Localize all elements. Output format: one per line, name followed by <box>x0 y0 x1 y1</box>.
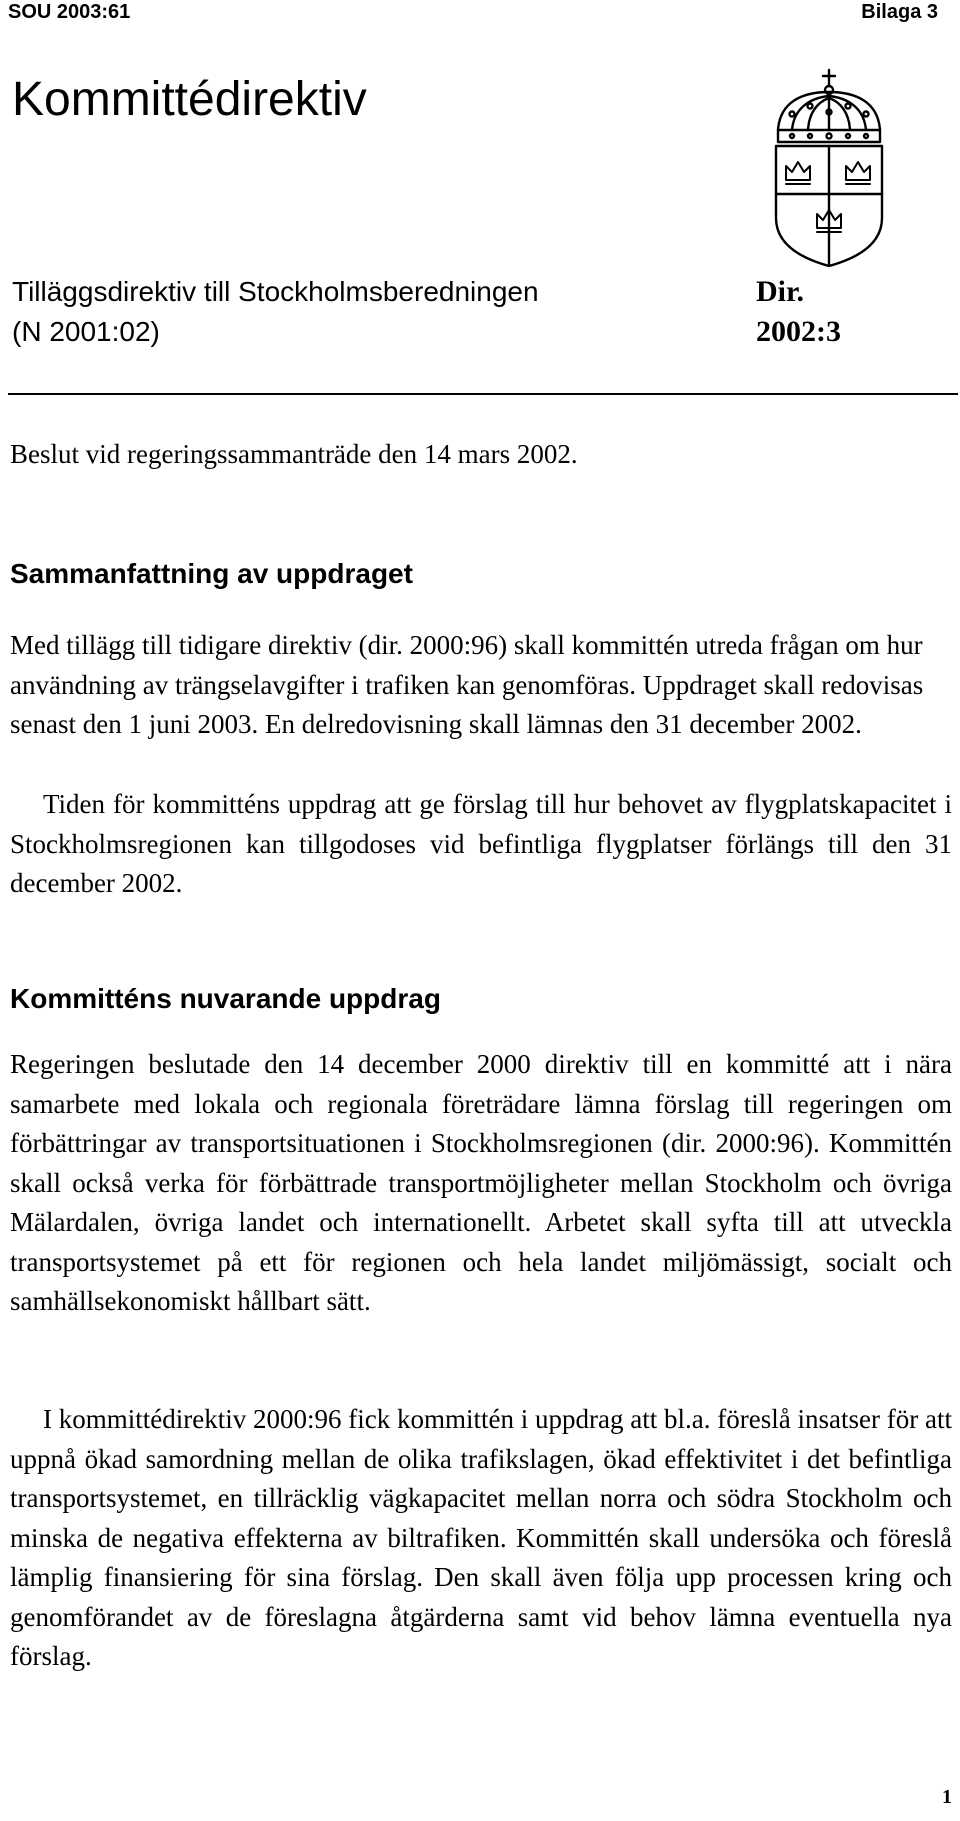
paragraph: I kommittédirektiv 2000:96 fick kommittén i uppdrag att bl.a. föreslå insatser för att uppnå ökad samordning mellan de olika trafikslagen, ökad effektivitet i det befintliga transportsystemet, en tillräcklig vägkapacitet mellan norra och södra Stockholm och minska de negativa effekterna av biltrafiken. Kommittén skall undersöka och föreslå lämplig finansiering för sina förslag. Den skall även följa upp processen kring och genomförandet av de föreslagna åtgärderna samt vid behov lämna eventuella nya förslag. <box>10 1404 952 1671</box>
subtitle-line: (N 2001:02) <box>12 316 160 347</box>
dir-number: 2002:3 <box>756 315 841 348</box>
paragraph: Med tillägg till tidigare direktiv (dir. 2000:96) skall kommittén utreda frågan om hur användning av trängselavgifter i trafiken kan genomföras. Uppdraget skall redovisas senast den 1 juni 2003. En delredovisning skall lämnas den 31 december 2002. <box>10 630 924 739</box>
section-heading: Sammanfattning av uppdraget <box>10 558 413 589</box>
document-title: Kommittédirektiv <box>12 73 367 126</box>
decision-statement: Beslut vid regeringssammanträde den 14 mars 2002. <box>10 439 578 469</box>
swedish-coat-of-arms-icon <box>770 68 888 268</box>
running-header-left: SOU 2003:61 <box>8 1 131 23</box>
running-header-right: Bilaga 3 <box>861 1 938 23</box>
subtitle-line: Tilläggsdirektiv till Stockholmsberedningen <box>12 276 539 307</box>
paragraph: Tiden för kommitténs uppdrag att ge förslag till hur behovet av flygplatskapacitet i Stockholmsregionen kan tillgodoses vid befintliga flygplatser förlängs till den 31 december 2002. <box>10 789 952 898</box>
dir-label: Dir. <box>756 275 805 308</box>
page-number: 1 <box>942 1786 952 1808</box>
paragraph: Regeringen beslutade den 14 december 2000 direktiv till en kommitté att i nära samarbete med lokala och regionala företrädare lämna förslag till regeringen om förbättringar av transportsituationen i Stockholmsregionen (dir. 2000:96). Kommittén skall också verka för förbättrade transportmöjligheter mellan Stockholm och övriga Mälardalen, övriga landet och internationellt. Arbetet skall syfta till att utveckla transportsystemet på ett för regionen och hela landet miljömässigt, socialt och samhällsekonomiskt hållbart sätt. <box>10 1049 952 1316</box>
section-heading: Kommitténs nuvarande uppdrag <box>10 983 441 1014</box>
horizontal-rule <box>8 393 958 395</box>
